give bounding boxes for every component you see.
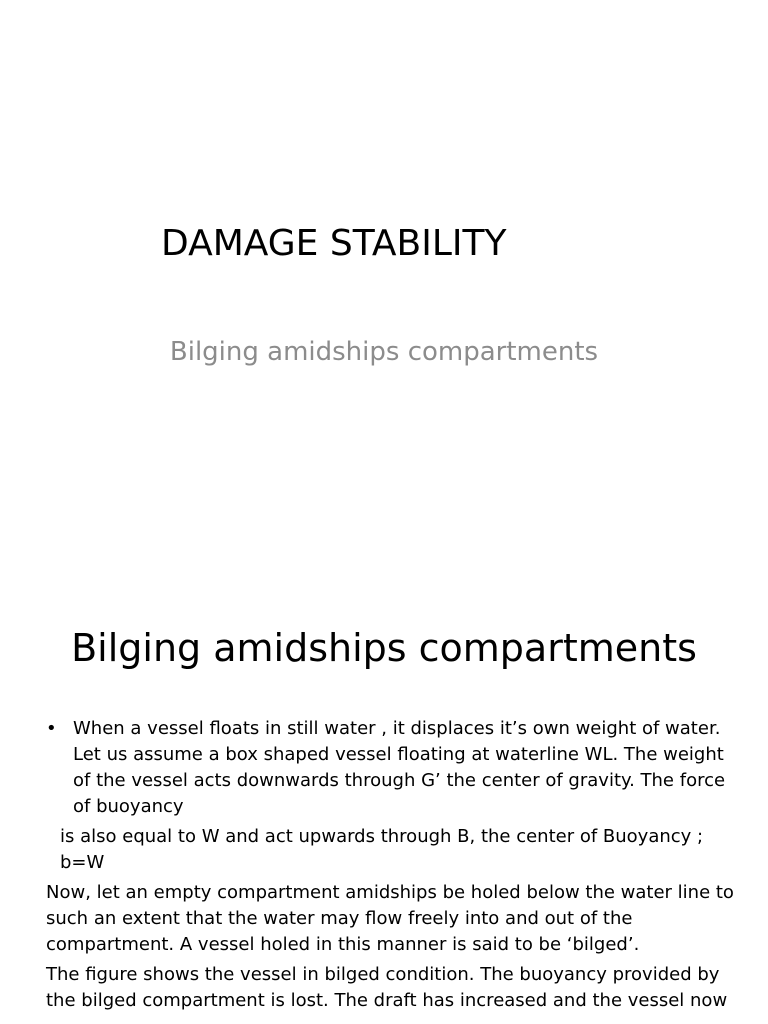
bullet-icon: • xyxy=(46,718,57,739)
continuation-text: is also equal to W and act upwards through B, the center of Buoyancy ; b=W xyxy=(60,826,704,873)
content-body xyxy=(46,716,736,1014)
slide-subtitle: Bilging amidships compartments xyxy=(169,337,599,367)
paragraph-figure: The figure shows the vessel in bilged condition. The buoyancy provided by the bilged compartment is lost. The draft has increased and the vessel now xyxy=(46,964,728,1011)
slide-title: DAMAGE STABILITY xyxy=(161,223,507,264)
content-slide xyxy=(0,576,768,1024)
bullet-item xyxy=(46,716,736,820)
content-slide-title: Bilging amidships compartments xyxy=(71,626,697,670)
bullet-text: When a vessel floats in still water , it displaces it’s own weight of water. Let us assume a box shaped vessel floating at waterline WL. The weight of the vessel acts downwards through G’ the center of gravity. The force of buoyancy xyxy=(73,718,726,817)
paragraph-bilged: Now, let an empty compartment amidships be holed below the water line to such an extent that the water may flow freely into and out of the compartment. A vessel holed in this manner is said to be ‘bilged’. xyxy=(46,882,734,955)
